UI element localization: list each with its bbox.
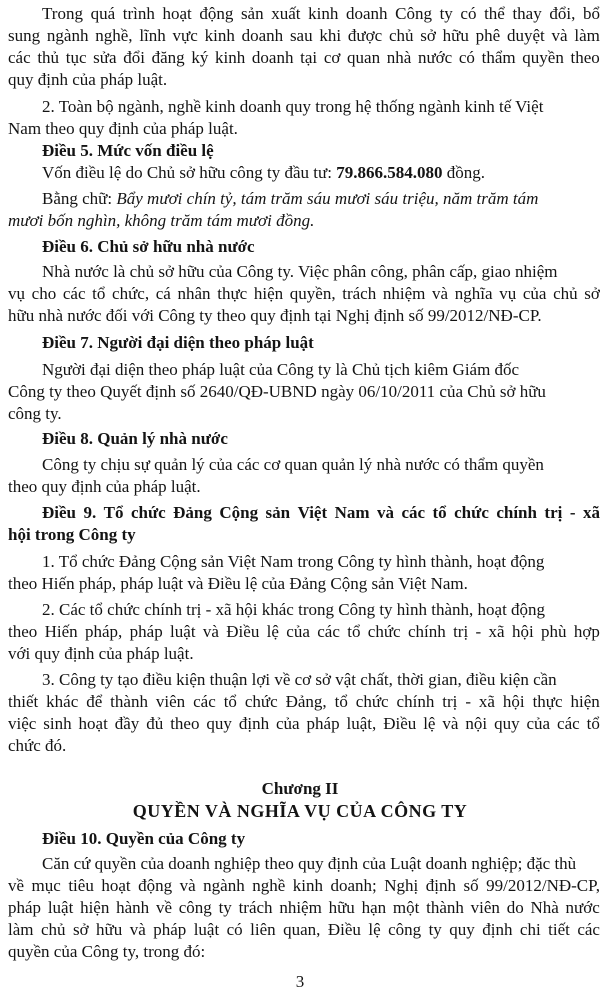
capital-amount: 79.866.584.080 [336, 163, 443, 182]
text-line: quy định của pháp luật. [8, 70, 168, 89]
text-line: Trong quá trình hoạt động sản xuất kinh doanh Công ty có thể thay đổi, bổ [42, 4, 600, 23]
text-line: chức đó. [8, 736, 67, 755]
text-line: việc sinh hoạt đầy đủ theo quy định của pháp luật, Điều lệ và nội quy của các tổ [8, 714, 600, 733]
text-line: Nam theo quy định của pháp luật. [8, 119, 238, 138]
text-line: thiết khác để thành viên các tổ chức Đảng, tổ chức chính trị - xã hội thực hiện [8, 692, 600, 711]
text-line: vụ cho các tổ chức, cá nhân thực hiện quyền, trách nhiệm và nghĩa vụ của chủ sở [8, 284, 600, 303]
text-line: hữu nhà nước đối với Công ty theo quy định tại Nghị định số 99/2012/NĐ-CP. [8, 306, 542, 325]
text-line: về mục tiêu hoạt động và ngành nghề kinh doanh; Nghị định số 99/2012/NĐ-CP, [8, 876, 600, 895]
article-6-title: Điều 6. Chủ sở hữu nhà nước [42, 237, 255, 256]
article-5-title: Điều 5. Mức vốn điều lệ [42, 141, 214, 160]
capital-in-words-line: mươi bốn nghìn, không trăm tám mươi đồng. [8, 211, 315, 230]
text-line: các thủ tục sửa đổi đăng ký kinh doanh tại cơ quan nhà nước có thẩm quyền theo [8, 48, 600, 67]
article-8-title: Điều 8. Quản lý nhà nước [42, 429, 228, 448]
article-7-title: Điều 7. Người đại diện theo pháp luật [42, 333, 314, 352]
text-line: sung ngành nghề, lĩnh vực kinh doanh sau khi được chủ sở hữu phê duyệt và làm [8, 26, 600, 45]
text-line: Căn cứ quyền của doanh nghiệp theo quy định của Luật doanh nghiệp; đặc thù [42, 854, 577, 873]
page-number: 3 [295, 972, 305, 991]
article-10-title: Điều 10. Quyền của Công ty [42, 829, 246, 848]
text-line: theo Hiến pháp, pháp luật và Điều lệ của Đảng Cộng sản Việt Nam. [8, 574, 468, 593]
text-line: Công ty chịu sự quản lý của các cơ quan quản lý nhà nước có thẩm quyền [42, 455, 544, 474]
text-line: 1. Tổ chức Đảng Cộng sản Việt Nam trong Công ty hình thành, hoạt động [42, 552, 545, 571]
text-line: Công ty theo Quyết định số 2640/QĐ-UBND ngày 06/10/2011 của Chủ sở hữu [8, 382, 546, 401]
text-line: quyền của Công ty, trong đó: [8, 942, 206, 961]
text-line: 2. Toàn bộ ngành, nghề kinh doanh quy trong hệ thống ngành kinh tế Việt [42, 97, 544, 116]
text-line: làm chủ sở hữu và pháp luật có liên quan, Điều lệ công ty quy định chi tiết các [8, 920, 600, 939]
text-line: Nhà nước là chủ sở hữu của Công ty. Việc phân công, phân cấp, giao nhiệm [42, 262, 558, 281]
article-9-title: Điều 9. Tổ chức Đảng Cộng sản Việt Nam và các tổ chức chính trị - xã [42, 503, 600, 522]
chapter-label: Chương II [261, 779, 339, 798]
text-line: theo quy định của pháp luật. [8, 477, 201, 496]
text-line: theo Hiến pháp, pháp luật và Điều lệ của các tổ chức chính trị - xã hội phù hợp [8, 622, 600, 641]
article-9-title-cont: hội trong Công ty [8, 525, 136, 544]
chapter-title: QUYỀN VÀ NGHĨA VỤ CỦA CÔNG TY [132, 801, 468, 821]
capital-in-words-line: Bằng chữ: Bẩy mươi chín tỷ, tám trăm sáu mươi sáu triệu, năm trăm tám [42, 189, 539, 208]
text-line: pháp luật hiện hành về công ty trách nhiệm hữu hạn một thành viên do Nhà nước [8, 898, 600, 917]
text-line: 3. Công ty tạo điều kiện thuận lợi về cơ sở vật chất, thời gian, điều kiện cần [42, 670, 557, 689]
charter-capital-line: Vốn điều lệ do Chủ sở hữu công ty đầu tư: 79.866.584.080 đồng. [42, 163, 485, 182]
text-line: 2. Các tổ chức chính trị - xã hội khác trong Công ty hình thành, hoạt động [42, 600, 546, 619]
text-line: Người đại diện theo pháp luật của Công ty là Chủ tịch kiêm Giám đốc [42, 360, 520, 379]
text-line: công ty. [8, 404, 62, 423]
text-line: với quy định của pháp luật. [8, 644, 194, 663]
